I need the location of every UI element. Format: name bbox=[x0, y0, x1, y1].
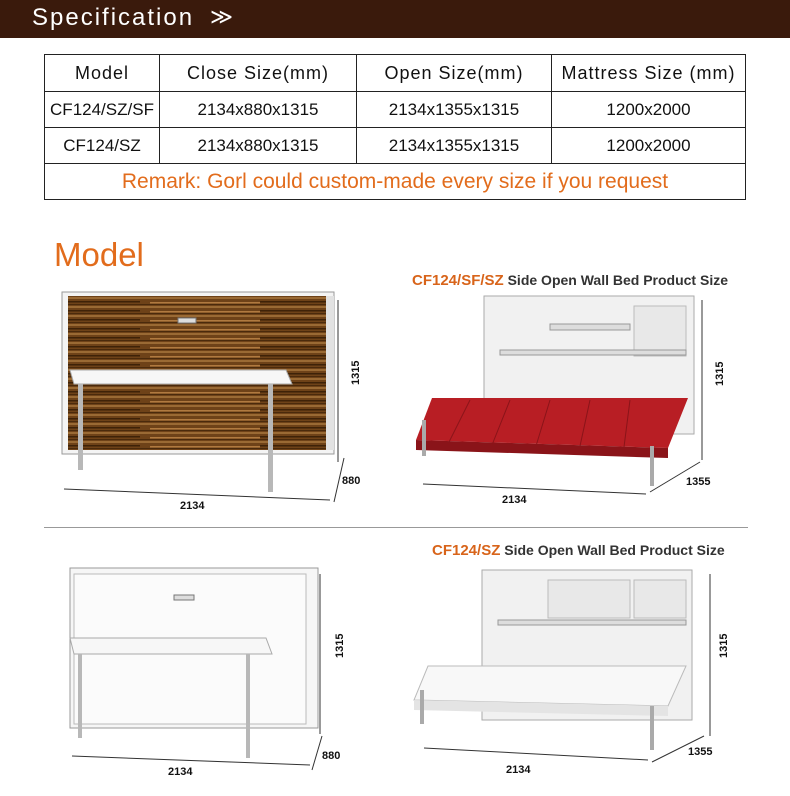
dim-width-label: 2134 bbox=[506, 764, 531, 776]
dim-height-label: 1315 bbox=[714, 361, 726, 386]
col-header-close-size: Close Size(mm) bbox=[160, 55, 357, 92]
cell-model: CF124/SZ bbox=[45, 128, 160, 164]
col-header-mattress-size: Mattress Size (mm) bbox=[552, 55, 746, 92]
dim-width-label: 2134 bbox=[180, 500, 205, 512]
dim-width-label: 2134 bbox=[168, 766, 193, 778]
caption-bottom bbox=[432, 542, 725, 559]
cell-model: CF124/SZ/SF bbox=[45, 92, 160, 128]
col-header-model: Model bbox=[45, 55, 160, 92]
cell-close-size: 2134x880x1315 bbox=[160, 128, 357, 164]
cell-mattress-size: 1200x2000 bbox=[552, 128, 746, 164]
caption-top bbox=[412, 272, 728, 289]
caption-top-code: CF124/SF/SZ bbox=[412, 272, 504, 289]
model-section-title: Model bbox=[54, 236, 144, 273]
dim-depth-label: 1355 bbox=[688, 746, 713, 758]
caption-bottom-text: Side Open Wall Bed Product Size bbox=[504, 542, 725, 558]
cell-open-size: 2134x1355x1315 bbox=[357, 92, 552, 128]
dim-depth-label: 1355 bbox=[686, 476, 711, 488]
open-bed-red-mattress-image bbox=[416, 296, 702, 494]
section-divider bbox=[44, 527, 748, 528]
cell-open-size: 2134x1355x1315 bbox=[357, 128, 552, 164]
dim-width-label: 2134 bbox=[502, 494, 527, 506]
wood-closed-bed-image bbox=[62, 292, 344, 502]
remark-text: Remark: Gorl could custom-made every size if you request bbox=[45, 164, 746, 200]
dim-height-label: 1315 bbox=[350, 360, 362, 385]
col-header-open-size: Open Size(mm) bbox=[357, 55, 552, 92]
dim-height-label: 1315 bbox=[718, 633, 730, 658]
caption-bottom-code: CF124/SZ bbox=[432, 542, 501, 559]
dim-depth-label: 880 bbox=[342, 475, 361, 487]
caption-top-text: Side Open Wall Bed Product Size bbox=[507, 272, 728, 288]
open-bed-white-mattress-image bbox=[414, 570, 713, 762]
double-chevron-icon: ≫ bbox=[210, 4, 234, 29]
dim-depth-label: 880 bbox=[322, 750, 341, 762]
white-closed-bed-image bbox=[70, 568, 322, 770]
cell-mattress-size: 1200x2000 bbox=[552, 92, 746, 128]
dim-height-label: 1315 bbox=[334, 633, 346, 658]
cell-close-size: 2134x880x1315 bbox=[160, 92, 357, 128]
spec-header-title: Specification bbox=[32, 4, 195, 31]
